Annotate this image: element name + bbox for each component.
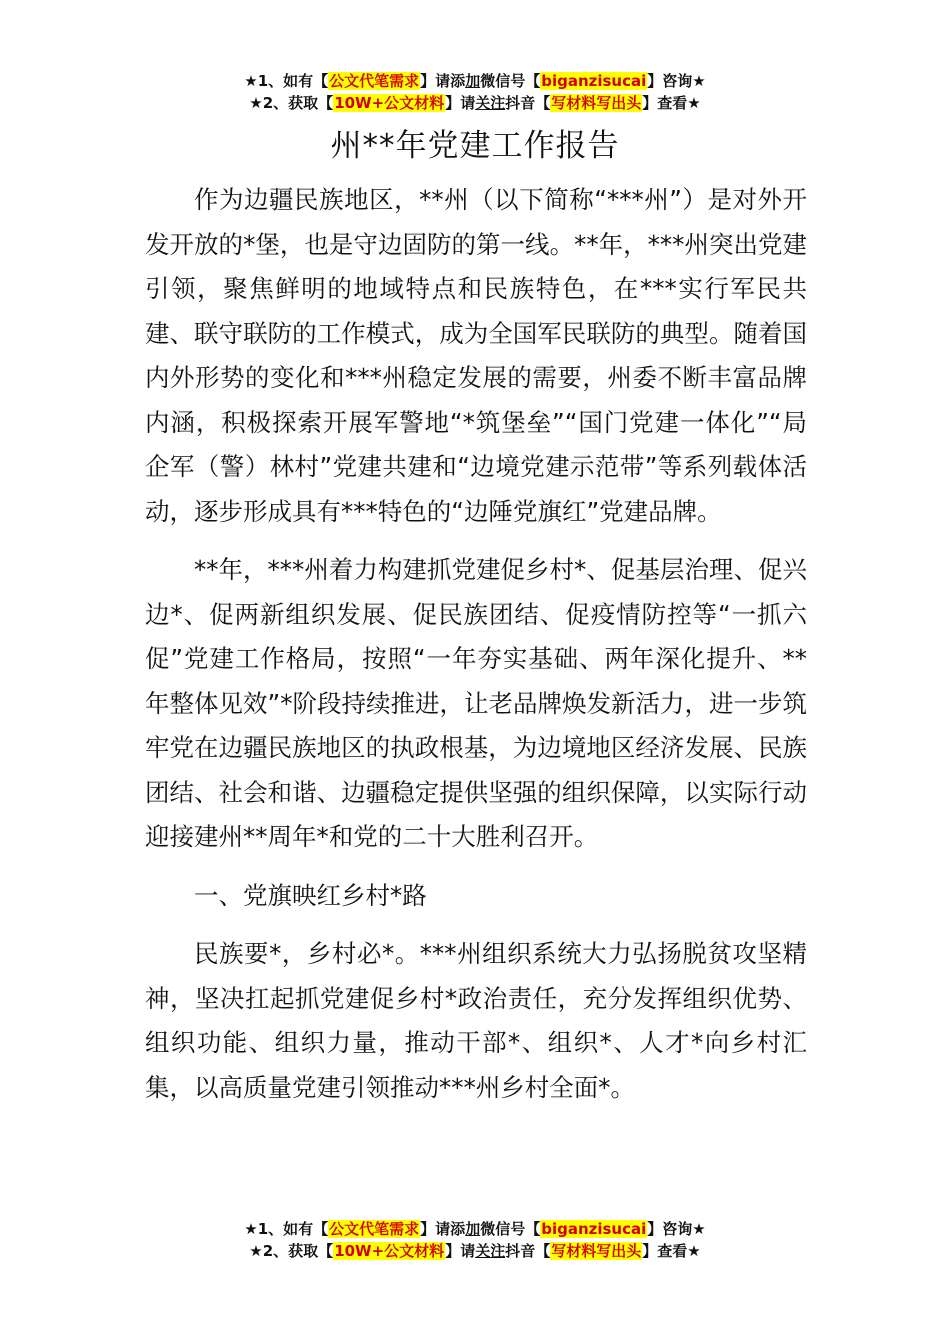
banner-text: 】查看★ xyxy=(642,1242,701,1260)
footer-banner xyxy=(0,1218,950,1262)
document-title: 州**年党建工作报告 xyxy=(330,128,620,164)
banner-line-2 xyxy=(0,92,950,114)
banner-text: 抖音【 xyxy=(505,1242,551,1260)
banner-line-1 xyxy=(0,70,950,92)
banner-text: 微信号【 xyxy=(480,72,541,90)
banner-text: 】咨询★ xyxy=(647,72,706,90)
banner-text: 】咨询★ xyxy=(647,1220,706,1238)
banner-line-1 xyxy=(0,1218,950,1240)
banner-text: 】请添 xyxy=(420,72,466,90)
banner-highlight: 公文代笔需求 xyxy=(329,72,420,90)
banner-text: 】请 xyxy=(445,94,476,112)
banner-text: ★1、如有【 xyxy=(244,72,329,90)
banner-highlight: 写材料写出头 xyxy=(551,94,642,112)
banner-text: 】查看★ xyxy=(642,94,701,112)
banner-highlight: biganzisucai xyxy=(541,1220,647,1238)
paragraph-section-1: 民族要*，乡村必*。***州组织系统大力弘扬脱贫攻坚精神，坚决扛起抓党建促乡村*政治责任，充分发挥组织优势、组织功能、组织力量，推动干部*、组织*、人才*向乡村汇集，以高质量党建引领推动***州乡村全面*。 xyxy=(145,939,807,1102)
paragraph-overview: **年，***州着力构建抓党建促乡村*、促基层治理、促兴边*、促两新组织发展、促民族团结、促疫情防控等“一抓六促”党建工作格局，按照“一年夯实基础、两年深化提升、**年整体见效”*阶段持续推进，让老品牌焕发新活力，进一步筑牢党在边疆民族地区的执政根基，为边境地区经济发展、民族团结、社会和谐、边疆稳定提供坚强的组织保障，以实际行动迎接建州**周年*和党的二十大胜利召开。 xyxy=(145,555,807,851)
banner-text: 微信号【 xyxy=(480,1220,541,1238)
banner-line-2 xyxy=(0,1240,950,1262)
banner-text: ★2、获取【 xyxy=(249,1242,334,1260)
banner-highlight: 10W+公文材料 xyxy=(334,1242,445,1260)
section-heading: 一、党旗映红乡村*路 xyxy=(194,880,427,910)
banner-highlight: biganzisucai xyxy=(541,72,647,90)
banner-underline: 加 xyxy=(465,1220,481,1238)
header-banner xyxy=(0,70,950,114)
document-body xyxy=(145,178,807,1124)
banner-highlight: 公文代笔需求 xyxy=(329,1220,420,1238)
banner-text: ★2、获取【 xyxy=(249,94,334,112)
banner-text: 】请 xyxy=(445,1242,476,1260)
banner-underline: 关注 xyxy=(475,94,506,112)
banner-text: 】请添 xyxy=(420,1220,466,1238)
banner-text: 抖音【 xyxy=(505,94,551,112)
banner-underline: 关注 xyxy=(475,1242,506,1260)
banner-underline: 加 xyxy=(465,72,481,90)
paragraph-intro: 作为边疆民族地区，**州（以下简称“***州”）是对外开发开放的*堡，也是守边固防的第一线。**年，***州突出党建引领，聚焦鲜明的地域特点和民族特色，在***实行军民共建、联守联防的工作模式，成为全国军民联防的典型。随着国内外形势的变化和***州稳定发展的需要，州委不断丰富品牌内涵，积极探索开展军警地“*筑堡垒”“国门党建一体化”“局企军（警）林村”党建共建和“边境党建示范带”等系列载体活动，逐步形成具有***特色的“边陲党旗红”党建品牌。 xyxy=(145,185,807,526)
banner-text: ★1、如有【 xyxy=(244,1220,329,1238)
banner-highlight: 10W+公文材料 xyxy=(334,94,445,112)
banner-highlight: 写材料写出头 xyxy=(551,1242,642,1260)
